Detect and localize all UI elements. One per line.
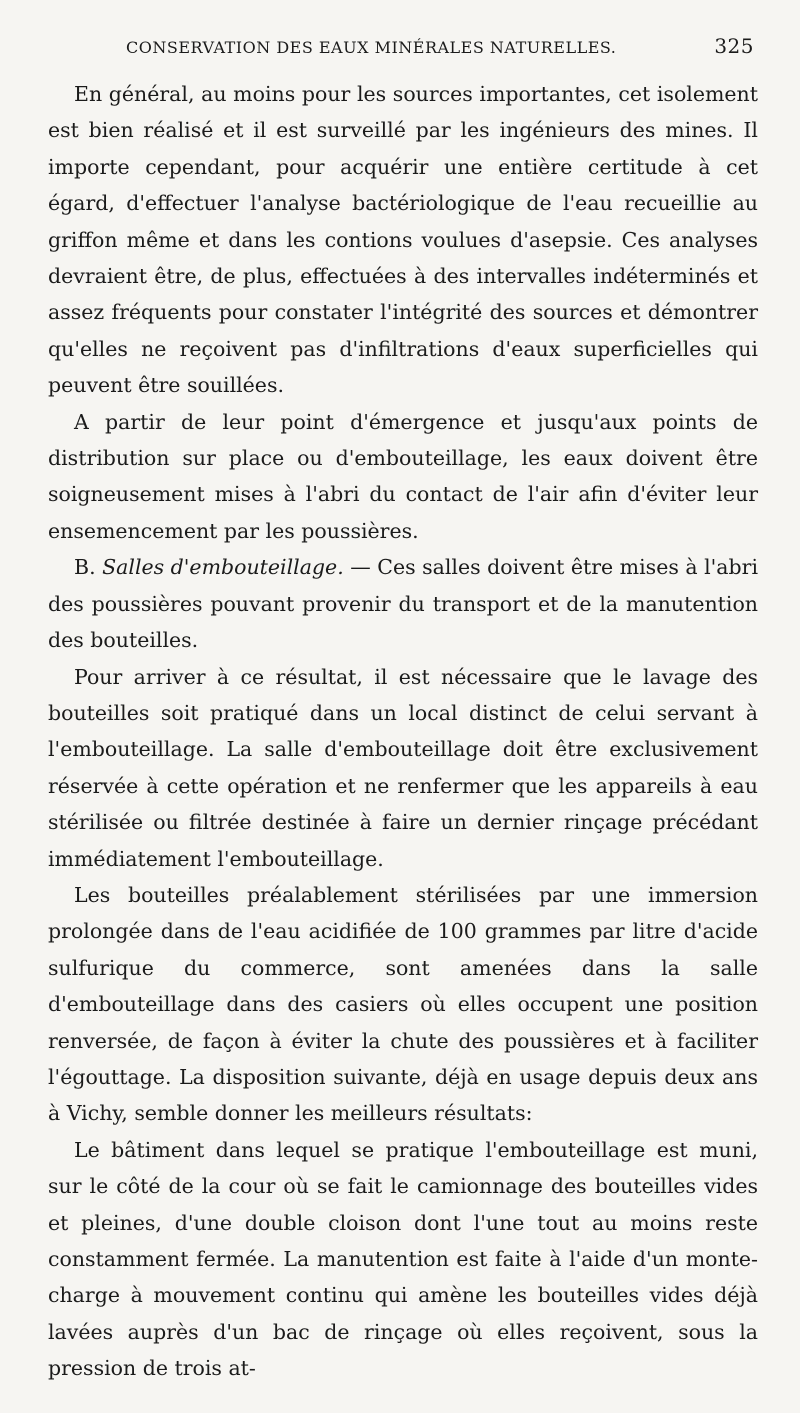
- paragraph-2: A partir de leur point d'émergence et jusqu'aux points de distribution sur place ou d'embouteillage, les eaux doivent être soigneusement mises à l'abri du contact de l'air afin d'éviter leur ensemencement par les poussières.: [48, 409, 758, 543]
- section-title: Salles d'embouteillage.: [102, 555, 344, 580]
- body-text: [48, 76, 758, 1387]
- paragraph-1: En général, au moins pour les sources importantes, cet isolement est bien réalisé et il est surveillé par les ingénieurs des mines. Il importe cependant, pour acquérir une entière certitude à cet égard, d'effectuer l'analyse bactériologique de l'eau recueillie au griffon même et dans les contions voulues d'asepsie. Ces analyses devraient être, de plus, effectuées à des intervalles indéterminés et assez fréquents pour constater l'intégrité des sources et démontrer qu'elles ne reçoivent pas d'infiltrations d'eaux superficielles qui peuvent être souillées.: [48, 82, 758, 398]
- running-title: CONSERVATION DES EAUX MINÉRALES NATURELLES.: [126, 38, 617, 57]
- paragraph-5: Les bouteilles préalablement stérilisées par une immersion prolongée dans de l'eau acidifiée de 100 grammes par litre d'acide sulfurique du commerce, sont amenées dans la salle d'embouteillage dans des casiers où elles occupent une position renversée, de façon à éviter la chute des poussières et à faciliter l'égouttage. La disposition suivante, déjà en usage depuis deux ans à Vichy, semble donner les meilleurs résultats:: [48, 882, 758, 1126]
- running-head: [48, 34, 758, 76]
- page-number: 325: [714, 34, 754, 58]
- paragraph-3-text: — Ces salles doivent être mises à l'abri des poussières pouvant provenir du transport et de la manutention des bouteilles.: [48, 555, 759, 653]
- paragraph-6: Le bâtiment dans lequel se pratique l'embouteillage est muni, sur le côté de la cour où se fait le camionnage des bouteilles vides et pleines, d'une double cloison dont l'une tout au moins reste constamment fermée. La manutention est faite à l'aide d'un monte-charge à mouvement continu qui amène les bouteilles vides déjà lavées auprès d'un bac de rinçage où elles reçoivent, sous la pression de trois at-: [48, 1137, 758, 1381]
- paragraph-3: [48, 549, 758, 658]
- paragraph-4: Pour arriver à ce résultat, il est nécessaire que le lavage des bouteilles soit pratiqué dans un local distinct de celui servant à l'embouteillage. La salle d'embouteillage doit être exclusivement réservée à cette opération et ne renfermer que les appareils à eau stérilisée ou filtrée destinée à faire un dernier rinçage précédant immédiatement l'embouteillage.: [48, 664, 758, 871]
- section-label: B.: [74, 555, 96, 580]
